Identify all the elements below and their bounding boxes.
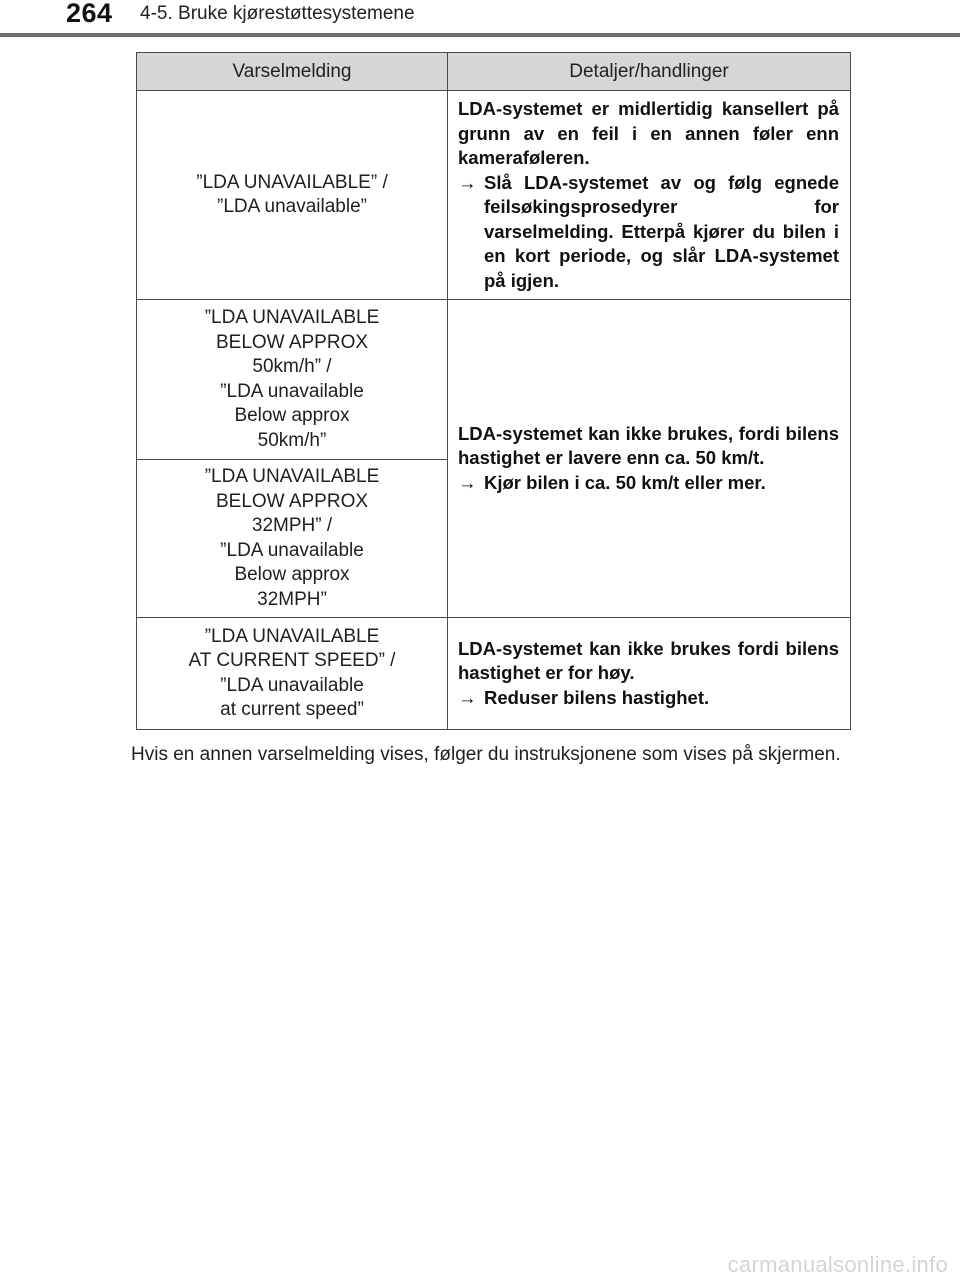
page-number: 264	[66, 0, 113, 28]
action-text: Reduser bilens hastighet.	[484, 686, 710, 708]
section-title: 4-5. Bruke kjørestøttesystemene	[140, 3, 415, 24]
warning-message-text: ”LDA UNAVAILABLE AT CURRENT SPEED” / ”LDA unavailable at current speed”	[188, 625, 396, 720]
footnote-paragraph: Hvis en annen varselmelding vises, følger du instruksjonene som vises på skjermen.	[131, 744, 841, 765]
details-text: LDA-systemet kan ikke brukes fordi bilens hastighet er for høy.	[458, 637, 839, 684]
action-item	[458, 171, 839, 294]
table-header-row	[137, 53, 851, 91]
warning-message-cell	[137, 91, 448, 300]
details-text: LDA-systemet kan ikke brukes, fordi bilens hastighet er lavere enn ca. 50 km/t.	[458, 422, 839, 469]
warning-message-text: ”LDA UNAVAILABLE BELOW APPROX 32MPH” / ”LDA unavailable Below approx 32MPH”	[204, 466, 380, 610]
arrow-icon: →	[458, 171, 477, 193]
details-cell	[448, 91, 851, 300]
table-row	[137, 91, 851, 300]
details-text: LDA-systemet er midlertidig kansellert på grunn av en feil i en annen føler enn kameraføleren.	[458, 98, 839, 168]
arrow-icon: →	[458, 686, 477, 708]
warning-message-table	[136, 52, 851, 730]
column-header-details-actions: Detaljer/handlinger	[448, 53, 851, 91]
action-item	[458, 471, 839, 496]
warning-message-cell	[137, 460, 448, 618]
header-rule	[0, 33, 960, 37]
arrow-icon: →	[458, 471, 477, 493]
page-header	[0, 0, 960, 40]
table-row	[137, 300, 851, 460]
warning-message-cell	[137, 618, 448, 730]
warning-message-text: ”LDA UNAVAILABLE” / ”LDA unavailable”	[196, 171, 388, 217]
warning-message-text: ”LDA UNAVAILABLE BELOW APPROX 50km/h” / ”LDA unavailable Below approx 50km/h”	[204, 307, 380, 451]
action-item	[458, 686, 839, 711]
action-text: Slå LDA-systemet av og følg egnede feilsøkingsprosedyrer for varselmelding. Etterpå kjører du bilen i en kort periode, og slår LDA-systemet på igjen.	[484, 171, 839, 291]
table-row	[137, 618, 851, 730]
details-cell	[448, 618, 851, 730]
watermark: carmanualsonline.info	[727, 1252, 948, 1277]
details-cell	[448, 300, 851, 618]
action-text: Kjør bilen i ca. 50 km/t eller mer.	[484, 471, 766, 493]
column-header-warning-message: Varselmelding	[137, 53, 448, 91]
warning-message-cell	[137, 300, 448, 460]
